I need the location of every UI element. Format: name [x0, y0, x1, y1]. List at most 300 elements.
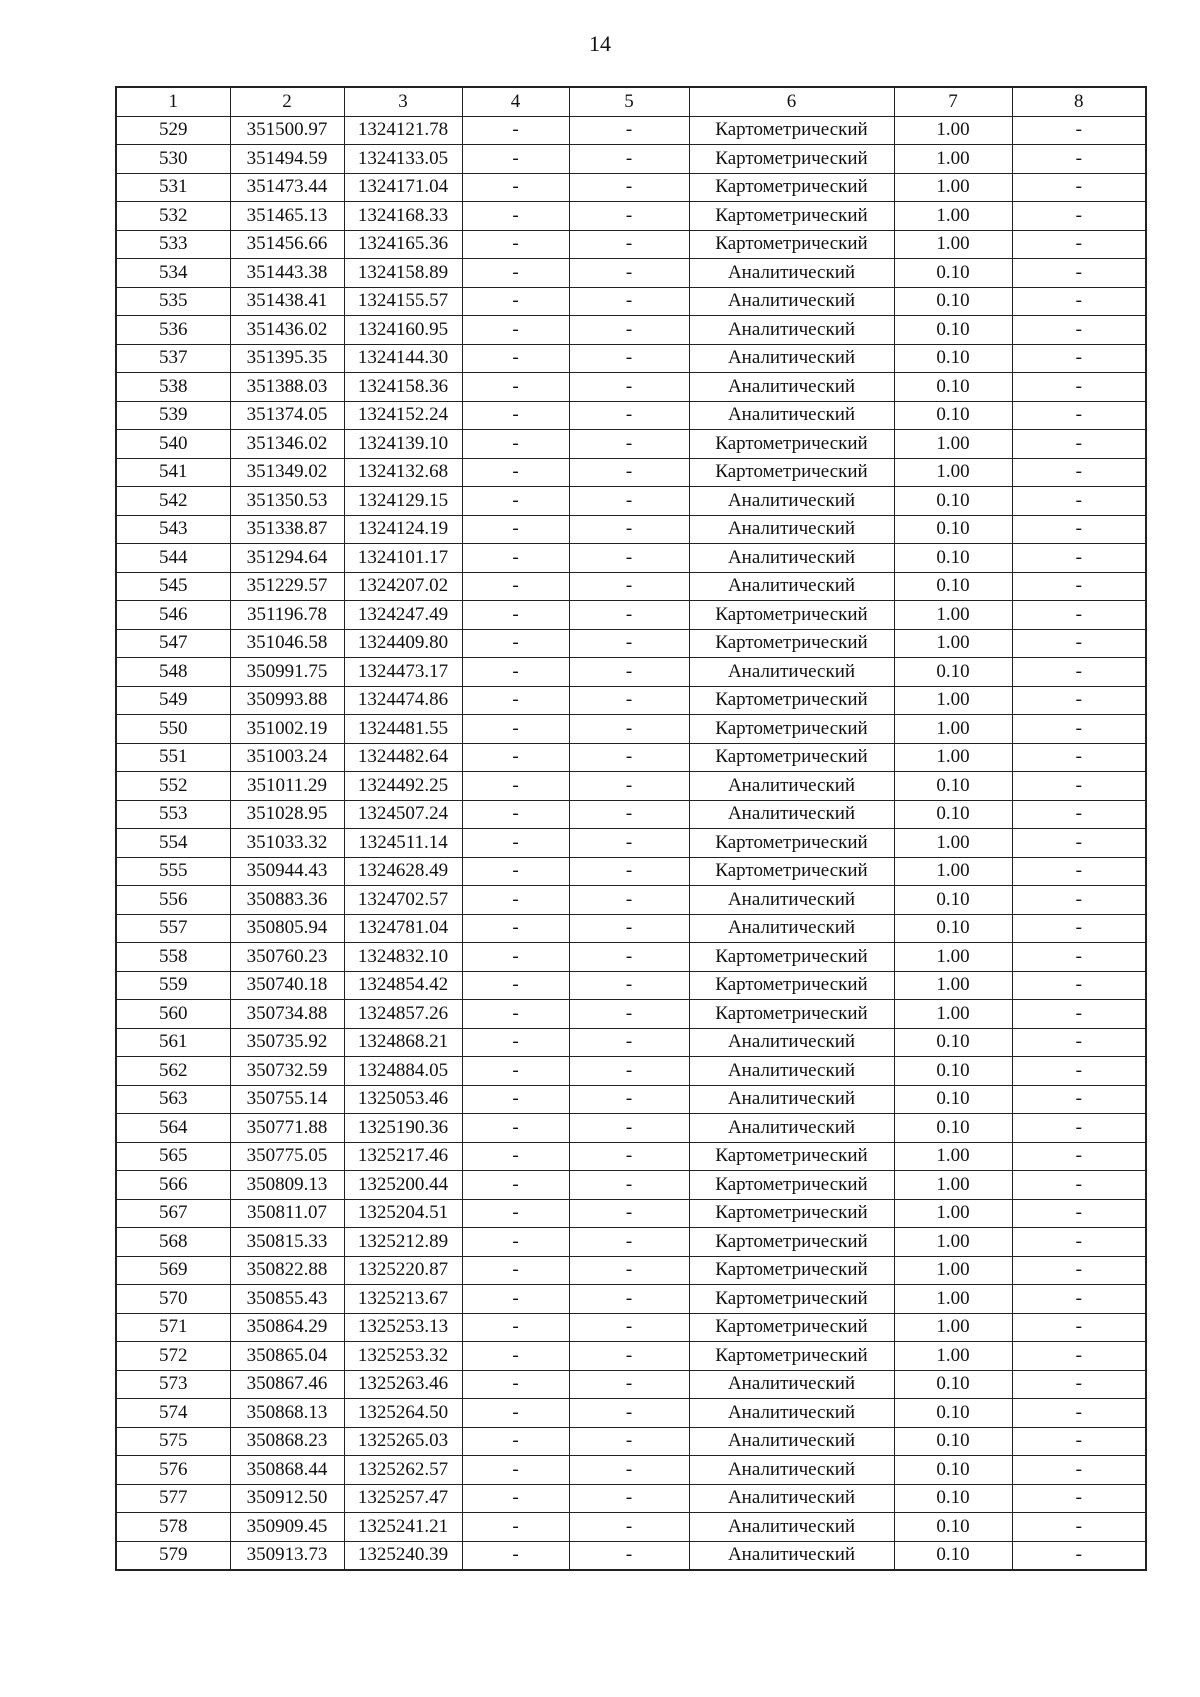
table-row: [116, 116, 1146, 145]
table-header-row: [116, 87, 1146, 116]
col-4-cell: -: [462, 259, 569, 288]
col-8-cell: -: [1012, 1228, 1146, 1257]
y-coordinate-cell: 1325240.39: [344, 1541, 462, 1570]
col-5-cell: -: [569, 1541, 689, 1570]
method-cell: Картометрический: [689, 1142, 894, 1171]
accuracy-cell: 1.00: [894, 629, 1012, 658]
col-5-cell: -: [569, 686, 689, 715]
x-coordinate-cell: 350740.18: [230, 971, 344, 1000]
header-col-5: 5: [569, 87, 689, 116]
point-number-cell: 576: [116, 1456, 230, 1485]
accuracy-cell: 1.00: [894, 829, 1012, 858]
table-row: [116, 943, 1146, 972]
table-row: [116, 1199, 1146, 1228]
col-5-cell: -: [569, 943, 689, 972]
accuracy-cell: 0.10: [894, 1513, 1012, 1542]
y-coordinate-cell: 1325241.21: [344, 1513, 462, 1542]
col-5-cell: -: [569, 515, 689, 544]
col-4-cell: -: [462, 116, 569, 145]
y-coordinate-cell: 1324474.86: [344, 686, 462, 715]
point-number-cell: 535: [116, 287, 230, 316]
col-5-cell: -: [569, 202, 689, 231]
point-number-cell: 544: [116, 544, 230, 573]
point-number-cell: 536: [116, 316, 230, 345]
col-8-cell: -: [1012, 487, 1146, 516]
y-coordinate-cell: 1324121.78: [344, 116, 462, 145]
col-4-cell: -: [462, 772, 569, 801]
x-coordinate-cell: 351346.02: [230, 430, 344, 459]
point-number-cell: 561: [116, 1028, 230, 1057]
point-number-cell: 545: [116, 572, 230, 601]
x-coordinate-cell: 350993.88: [230, 686, 344, 715]
x-coordinate-cell: 351011.29: [230, 772, 344, 801]
accuracy-cell: 0.10: [894, 1370, 1012, 1399]
method-cell: Аналитический: [689, 373, 894, 402]
table-row: [116, 1456, 1146, 1485]
x-coordinate-cell: 351395.35: [230, 344, 344, 373]
col-5-cell: -: [569, 1370, 689, 1399]
col-8-cell: -: [1012, 1313, 1146, 1342]
point-number-cell: 529: [116, 116, 230, 145]
col-8-cell: -: [1012, 116, 1146, 145]
col-8-cell: -: [1012, 373, 1146, 402]
y-coordinate-cell: 1324101.17: [344, 544, 462, 573]
table-row: [116, 344, 1146, 373]
col-5-cell: -: [569, 629, 689, 658]
col-4-cell: -: [462, 658, 569, 687]
method-cell: Картометрический: [689, 1199, 894, 1228]
y-coordinate-cell: 1324473.17: [344, 658, 462, 687]
x-coordinate-cell: 350771.88: [230, 1114, 344, 1143]
col-4-cell: -: [462, 886, 569, 915]
x-coordinate-cell: 350867.46: [230, 1370, 344, 1399]
header-col-2: 2: [230, 87, 344, 116]
point-number-cell: 579: [116, 1541, 230, 1570]
col-5-cell: -: [569, 1427, 689, 1456]
method-cell: Картометрический: [689, 943, 894, 972]
col-5-cell: -: [569, 401, 689, 430]
x-coordinate-cell: 351046.58: [230, 629, 344, 658]
y-coordinate-cell: 1324868.21: [344, 1028, 462, 1057]
accuracy-cell: 0.10: [894, 1028, 1012, 1057]
accuracy-cell: 1.00: [894, 430, 1012, 459]
table-row: [116, 686, 1146, 715]
col-8-cell: -: [1012, 344, 1146, 373]
col-4-cell: -: [462, 1085, 569, 1114]
col-4-cell: -: [462, 1142, 569, 1171]
method-cell: Аналитический: [689, 1427, 894, 1456]
accuracy-cell: 0.10: [894, 287, 1012, 316]
table-row: [116, 1057, 1146, 1086]
col-4-cell: -: [462, 1256, 569, 1285]
y-coordinate-cell: 1325265.03: [344, 1427, 462, 1456]
col-5-cell: -: [569, 971, 689, 1000]
header-col-8: 8: [1012, 87, 1146, 116]
method-cell: Аналитический: [689, 772, 894, 801]
col-5-cell: -: [569, 544, 689, 573]
col-5-cell: -: [569, 572, 689, 601]
method-cell: Аналитический: [689, 886, 894, 915]
y-coordinate-cell: 1324857.26: [344, 1000, 462, 1029]
method-cell: Аналитический: [689, 487, 894, 516]
accuracy-cell: 1.00: [894, 943, 1012, 972]
y-coordinate-cell: 1324155.57: [344, 287, 462, 316]
table-row: [116, 173, 1146, 202]
col-5-cell: -: [569, 344, 689, 373]
y-coordinate-cell: 1325213.67: [344, 1285, 462, 1314]
y-coordinate-cell: 1324481.55: [344, 715, 462, 744]
point-number-cell: 567: [116, 1199, 230, 1228]
col-8-cell: -: [1012, 686, 1146, 715]
col-4-cell: -: [462, 1228, 569, 1257]
x-coordinate-cell: 351374.05: [230, 401, 344, 430]
point-number-cell: 539: [116, 401, 230, 430]
point-number-cell: 557: [116, 914, 230, 943]
col-5-cell: -: [569, 886, 689, 915]
accuracy-cell: 1.00: [894, 173, 1012, 202]
accuracy-cell: 0.10: [894, 1114, 1012, 1143]
col-8-cell: -: [1012, 829, 1146, 858]
col-4-cell: -: [462, 515, 569, 544]
point-number-cell: 553: [116, 800, 230, 829]
method-cell: Картометрический: [689, 857, 894, 886]
col-4-cell: -: [462, 1513, 569, 1542]
table-row: [116, 1427, 1146, 1456]
y-coordinate-cell: 1324160.95: [344, 316, 462, 345]
col-8-cell: -: [1012, 1256, 1146, 1285]
col-8-cell: -: [1012, 458, 1146, 487]
x-coordinate-cell: 351436.02: [230, 316, 344, 345]
method-cell: Картометрический: [689, 1285, 894, 1314]
method-cell: Аналитический: [689, 1114, 894, 1143]
y-coordinate-cell: 1325264.50: [344, 1399, 462, 1428]
header-col-1: 1: [116, 87, 230, 116]
point-number-cell: 555: [116, 857, 230, 886]
col-5-cell: -: [569, 373, 689, 402]
col-8-cell: -: [1012, 1171, 1146, 1200]
accuracy-cell: 0.10: [894, 316, 1012, 345]
x-coordinate-cell: 351350.53: [230, 487, 344, 516]
col-5-cell: -: [569, 1000, 689, 1029]
x-coordinate-cell: 350868.13: [230, 1399, 344, 1428]
col-5-cell: -: [569, 1342, 689, 1371]
y-coordinate-cell: 1324854.42: [344, 971, 462, 1000]
table-row: [116, 515, 1146, 544]
accuracy-cell: 1.00: [894, 458, 1012, 487]
x-coordinate-cell: 351456.66: [230, 230, 344, 259]
accuracy-cell: 0.10: [894, 1456, 1012, 1485]
col-8-cell: -: [1012, 1114, 1146, 1143]
col-5-cell: -: [569, 715, 689, 744]
point-number-cell: 563: [116, 1085, 230, 1114]
col-4-cell: -: [462, 458, 569, 487]
table-row: [116, 458, 1146, 487]
col-8-cell: -: [1012, 800, 1146, 829]
col-4-cell: -: [462, 1342, 569, 1371]
col-8-cell: -: [1012, 1342, 1146, 1371]
point-number-cell: 538: [116, 373, 230, 402]
col-5-cell: -: [569, 1171, 689, 1200]
x-coordinate-cell: 351388.03: [230, 373, 344, 402]
x-coordinate-cell: 351196.78: [230, 601, 344, 630]
accuracy-cell: 1.00: [894, 202, 1012, 231]
accuracy-cell: 0.10: [894, 1541, 1012, 1570]
method-cell: Аналитический: [689, 1399, 894, 1428]
point-number-cell: 537: [116, 344, 230, 373]
col-5-cell: -: [569, 430, 689, 459]
y-coordinate-cell: 1325253.13: [344, 1313, 462, 1342]
col-4-cell: -: [462, 430, 569, 459]
accuracy-cell: 1.00: [894, 1199, 1012, 1228]
table-row: [116, 544, 1146, 573]
y-coordinate-cell: 1325204.51: [344, 1199, 462, 1228]
x-coordinate-cell: 350734.88: [230, 1000, 344, 1029]
col-4-cell: -: [462, 1171, 569, 1200]
x-coordinate-cell: 351443.38: [230, 259, 344, 288]
x-coordinate-cell: 351003.24: [230, 743, 344, 772]
accuracy-cell: 1.00: [894, 715, 1012, 744]
accuracy-cell: 1.00: [894, 1228, 1012, 1257]
point-number-cell: 551: [116, 743, 230, 772]
col-5-cell: -: [569, 116, 689, 145]
x-coordinate-cell: 350991.75: [230, 658, 344, 687]
col-5-cell: -: [569, 829, 689, 858]
accuracy-cell: 0.10: [894, 1085, 1012, 1114]
col-4-cell: -: [462, 743, 569, 772]
header-col-3: 3: [344, 87, 462, 116]
col-5-cell: -: [569, 316, 689, 345]
col-8-cell: -: [1012, 1085, 1146, 1114]
col-4-cell: -: [462, 601, 569, 630]
col-4-cell: -: [462, 373, 569, 402]
method-cell: Картометрический: [689, 1342, 894, 1371]
col-8-cell: -: [1012, 772, 1146, 801]
col-4-cell: -: [462, 1057, 569, 1086]
col-5-cell: -: [569, 487, 689, 516]
accuracy-cell: 1.00: [894, 601, 1012, 630]
col-5-cell: -: [569, 1028, 689, 1057]
table-body: [116, 116, 1146, 1570]
col-5-cell: -: [569, 1228, 689, 1257]
x-coordinate-cell: 350855.43: [230, 1285, 344, 1314]
point-number-cell: 554: [116, 829, 230, 858]
y-coordinate-cell: 1325053.46: [344, 1085, 462, 1114]
accuracy-cell: 1.00: [894, 1285, 1012, 1314]
y-coordinate-cell: 1325262.57: [344, 1456, 462, 1485]
method-cell: Аналитический: [689, 515, 894, 544]
col-8-cell: -: [1012, 1028, 1146, 1057]
col-4-cell: -: [462, 1484, 569, 1513]
point-number-cell: 556: [116, 886, 230, 915]
method-cell: Аналитический: [689, 914, 894, 943]
col-8-cell: -: [1012, 1513, 1146, 1542]
method-cell: Аналитический: [689, 800, 894, 829]
x-coordinate-cell: 351349.02: [230, 458, 344, 487]
accuracy-cell: 0.10: [894, 401, 1012, 430]
x-coordinate-cell: 350868.44: [230, 1456, 344, 1485]
x-coordinate-cell: 350811.07: [230, 1199, 344, 1228]
y-coordinate-cell: 1324133.05: [344, 145, 462, 174]
col-8-cell: -: [1012, 316, 1146, 345]
accuracy-cell: 0.10: [894, 800, 1012, 829]
point-number-cell: 548: [116, 658, 230, 687]
header-col-6: 6: [689, 87, 894, 116]
col-4-cell: -: [462, 829, 569, 858]
method-cell: Картометрический: [689, 971, 894, 1000]
x-coordinate-cell: 350805.94: [230, 914, 344, 943]
x-coordinate-cell: 350822.88: [230, 1256, 344, 1285]
table-row: [116, 1028, 1146, 1057]
point-number-cell: 552: [116, 772, 230, 801]
accuracy-cell: 0.10: [894, 886, 1012, 915]
point-number-cell: 562: [116, 1057, 230, 1086]
table-row: [116, 1541, 1146, 1570]
col-5-cell: -: [569, 601, 689, 630]
col-4-cell: -: [462, 572, 569, 601]
x-coordinate-cell: 351229.57: [230, 572, 344, 601]
col-4-cell: -: [462, 1313, 569, 1342]
point-number-cell: 543: [116, 515, 230, 544]
y-coordinate-cell: 1324152.24: [344, 401, 462, 430]
method-cell: Картометрический: [689, 173, 894, 202]
col-5-cell: -: [569, 1114, 689, 1143]
accuracy-cell: 0.10: [894, 487, 1012, 516]
method-cell: Аналитический: [689, 1028, 894, 1057]
accuracy-cell: 0.10: [894, 344, 1012, 373]
point-number-cell: 547: [116, 629, 230, 658]
y-coordinate-cell: 1324132.68: [344, 458, 462, 487]
method-cell: Картометрический: [689, 1000, 894, 1029]
y-coordinate-cell: 1325212.89: [344, 1228, 462, 1257]
point-number-cell: 541: [116, 458, 230, 487]
col-8-cell: -: [1012, 1427, 1146, 1456]
x-coordinate-cell: 350909.45: [230, 1513, 344, 1542]
point-number-cell: 571: [116, 1313, 230, 1342]
accuracy-cell: 1.00: [894, 1313, 1012, 1342]
y-coordinate-cell: 1325190.36: [344, 1114, 462, 1143]
col-8-cell: -: [1012, 230, 1146, 259]
accuracy-cell: 1.00: [894, 971, 1012, 1000]
method-cell: Аналитический: [689, 572, 894, 601]
y-coordinate-cell: 1324832.10: [344, 943, 462, 972]
method-cell: Картометрический: [689, 715, 894, 744]
accuracy-cell: 0.10: [894, 772, 1012, 801]
point-number-cell: 542: [116, 487, 230, 516]
table-row: [116, 1114, 1146, 1143]
col-8-cell: -: [1012, 1541, 1146, 1570]
col-4-cell: -: [462, 145, 569, 174]
point-number-cell: 572: [116, 1342, 230, 1371]
y-coordinate-cell: 1324165.36: [344, 230, 462, 259]
col-8-cell: -: [1012, 715, 1146, 744]
table-row: [116, 1171, 1146, 1200]
method-cell: Аналитический: [689, 1370, 894, 1399]
method-cell: Аналитический: [689, 1513, 894, 1542]
x-coordinate-cell: 351494.59: [230, 145, 344, 174]
accuracy-cell: 0.10: [894, 1427, 1012, 1456]
point-number-cell: 530: [116, 145, 230, 174]
col-8-cell: -: [1012, 544, 1146, 573]
y-coordinate-cell: 1324207.02: [344, 572, 462, 601]
method-cell: Картометрический: [689, 686, 894, 715]
y-coordinate-cell: 1324628.49: [344, 857, 462, 886]
table-row: [116, 886, 1146, 915]
col-5-cell: -: [569, 458, 689, 487]
table-row: [116, 145, 1146, 174]
col-4-cell: -: [462, 287, 569, 316]
x-coordinate-cell: 351002.19: [230, 715, 344, 744]
accuracy-cell: 1.00: [894, 1256, 1012, 1285]
x-coordinate-cell: 350732.59: [230, 1057, 344, 1086]
method-cell: Картометрический: [689, 829, 894, 858]
point-number-cell: 577: [116, 1484, 230, 1513]
col-4-cell: -: [462, 316, 569, 345]
table-row: [116, 230, 1146, 259]
y-coordinate-cell: 1325253.32: [344, 1342, 462, 1371]
table-row: [116, 743, 1146, 772]
col-8-cell: -: [1012, 943, 1146, 972]
col-5-cell: -: [569, 145, 689, 174]
col-8-cell: -: [1012, 145, 1146, 174]
method-cell: Картометрический: [689, 629, 894, 658]
col-4-cell: -: [462, 943, 569, 972]
point-number-cell: 573: [116, 1370, 230, 1399]
y-coordinate-cell: 1325263.46: [344, 1370, 462, 1399]
y-coordinate-cell: 1324124.19: [344, 515, 462, 544]
point-number-cell: 550: [116, 715, 230, 744]
point-number-cell: 540: [116, 430, 230, 459]
col-5-cell: -: [569, 173, 689, 202]
col-8-cell: -: [1012, 1000, 1146, 1029]
y-coordinate-cell: 1324884.05: [344, 1057, 462, 1086]
col-8-cell: -: [1012, 971, 1146, 1000]
table-row: [116, 1285, 1146, 1314]
y-coordinate-cell: 1324511.14: [344, 829, 462, 858]
accuracy-cell: 1.00: [894, 686, 1012, 715]
x-coordinate-cell: 350809.13: [230, 1171, 344, 1200]
accuracy-cell: 0.10: [894, 1057, 1012, 1086]
method-cell: Аналитический: [689, 1085, 894, 1114]
accuracy-cell: 1.00: [894, 1342, 1012, 1371]
table-row: [116, 857, 1146, 886]
col-8-cell: -: [1012, 1484, 1146, 1513]
y-coordinate-cell: 1325200.44: [344, 1171, 462, 1200]
col-5-cell: -: [569, 1484, 689, 1513]
col-5-cell: -: [569, 230, 689, 259]
col-4-cell: -: [462, 1028, 569, 1057]
col-4-cell: -: [462, 800, 569, 829]
method-cell: Картометрический: [689, 458, 894, 487]
col-8-cell: -: [1012, 629, 1146, 658]
col-5-cell: -: [569, 800, 689, 829]
point-number-cell: 560: [116, 1000, 230, 1029]
accuracy-cell: 0.10: [894, 1484, 1012, 1513]
point-number-cell: 570: [116, 1285, 230, 1314]
table-row: [116, 487, 1146, 516]
x-coordinate-cell: 351500.97: [230, 116, 344, 145]
col-8-cell: -: [1012, 1370, 1146, 1399]
point-number-cell: 546: [116, 601, 230, 630]
col-4-cell: -: [462, 1370, 569, 1399]
col-4-cell: -: [462, 1427, 569, 1456]
col-8-cell: -: [1012, 287, 1146, 316]
x-coordinate-cell: 350868.23: [230, 1427, 344, 1456]
table-row: [116, 715, 1146, 744]
col-8-cell: -: [1012, 572, 1146, 601]
col-8-cell: -: [1012, 1057, 1146, 1086]
col-5-cell: -: [569, 1256, 689, 1285]
x-coordinate-cell: 351438.41: [230, 287, 344, 316]
